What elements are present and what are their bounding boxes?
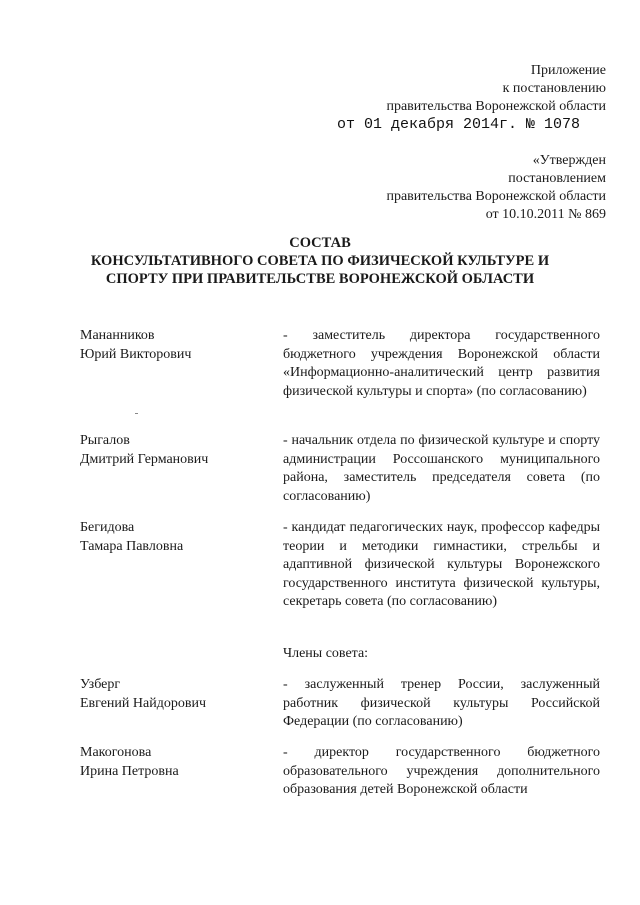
appendix-line-1: Приложение bbox=[530, 63, 606, 78]
scan-mark bbox=[135, 413, 138, 414]
approved-line-2: постановлением bbox=[508, 171, 606, 186]
approved-line-4: от 10.10.2011 № 869 bbox=[485, 207, 606, 222]
member-given-names: Ирина Петровна bbox=[80, 763, 179, 779]
member-role: - кандидат педагогических наук, профессор кафедры теории и методики гимнастики, стрельбы и адаптивной физической культуры Воронежского государственного института физической культуры, секретарь совета (по согласованию) bbox=[283, 520, 600, 610]
appendix-line-2: к постановлению bbox=[502, 81, 606, 96]
member-surname: Бегидова bbox=[80, 520, 135, 535]
document-title bbox=[0, 234, 640, 288]
member-name bbox=[80, 676, 270, 713]
title-line-1: СОСТАВ bbox=[289, 235, 351, 251]
member-surname: Узберг bbox=[80, 677, 121, 692]
resolution-date-stamp: от 01 декабря 2014г. № 1078 bbox=[336, 116, 580, 133]
member-given-names: Юрий Викторович bbox=[80, 346, 192, 362]
member-surname: Рыгалов bbox=[80, 433, 130, 448]
approved-line-1: «Утвержден bbox=[532, 153, 606, 168]
member-role: - заслуженный тренер России, заслуженный работник физической культуры Российской Федерации (по согласованию) bbox=[283, 677, 600, 730]
members-section-label: Члены совета: bbox=[283, 646, 369, 661]
title-line-2: КОНСУЛЬТАТИВНОГО СОВЕТА ПО ФИЗИЧЕСКОЙ КУЛЬТУРЕ И bbox=[90, 253, 550, 269]
member-name bbox=[80, 432, 270, 469]
member-surname: Мананников bbox=[80, 328, 155, 343]
member-role: - директор государственного бюджетного образовательного учреждения дополнительного образования детей Воронежской области bbox=[283, 745, 600, 798]
appendix-header bbox=[337, 62, 606, 134]
member-name bbox=[80, 744, 270, 781]
title-line-3: СПОРТУ ПРИ ПРАВИТЕЛЬСТВЕ ВОРОНЕЖСКОЙ ОБЛАСТИ bbox=[105, 271, 535, 287]
member-role: - начальник отдела по физической культуре и спорту администрации Россошанского муниципального района, заместитель председателя совета (по согласованию) bbox=[283, 433, 600, 504]
member-given-names: Дмитрий Германович bbox=[80, 451, 209, 467]
member-given-names: Евгений Найдорович bbox=[80, 695, 206, 711]
approved-header bbox=[386, 152, 606, 224]
member-given-names: Тамара Павловна bbox=[80, 538, 184, 554]
member-name bbox=[80, 327, 270, 364]
member-name bbox=[80, 519, 270, 556]
member-role: - заместитель директора государственного бюджетного учреждения Воронежской области «Информационно-аналитический центр развития физической культуры и спорта» (по согласованию) bbox=[283, 328, 600, 399]
appendix-line-3: правительства Воронежской области bbox=[386, 99, 606, 114]
member-surname: Макогонова bbox=[80, 745, 152, 760]
approved-line-3: правительства Воронежской области bbox=[386, 189, 606, 204]
